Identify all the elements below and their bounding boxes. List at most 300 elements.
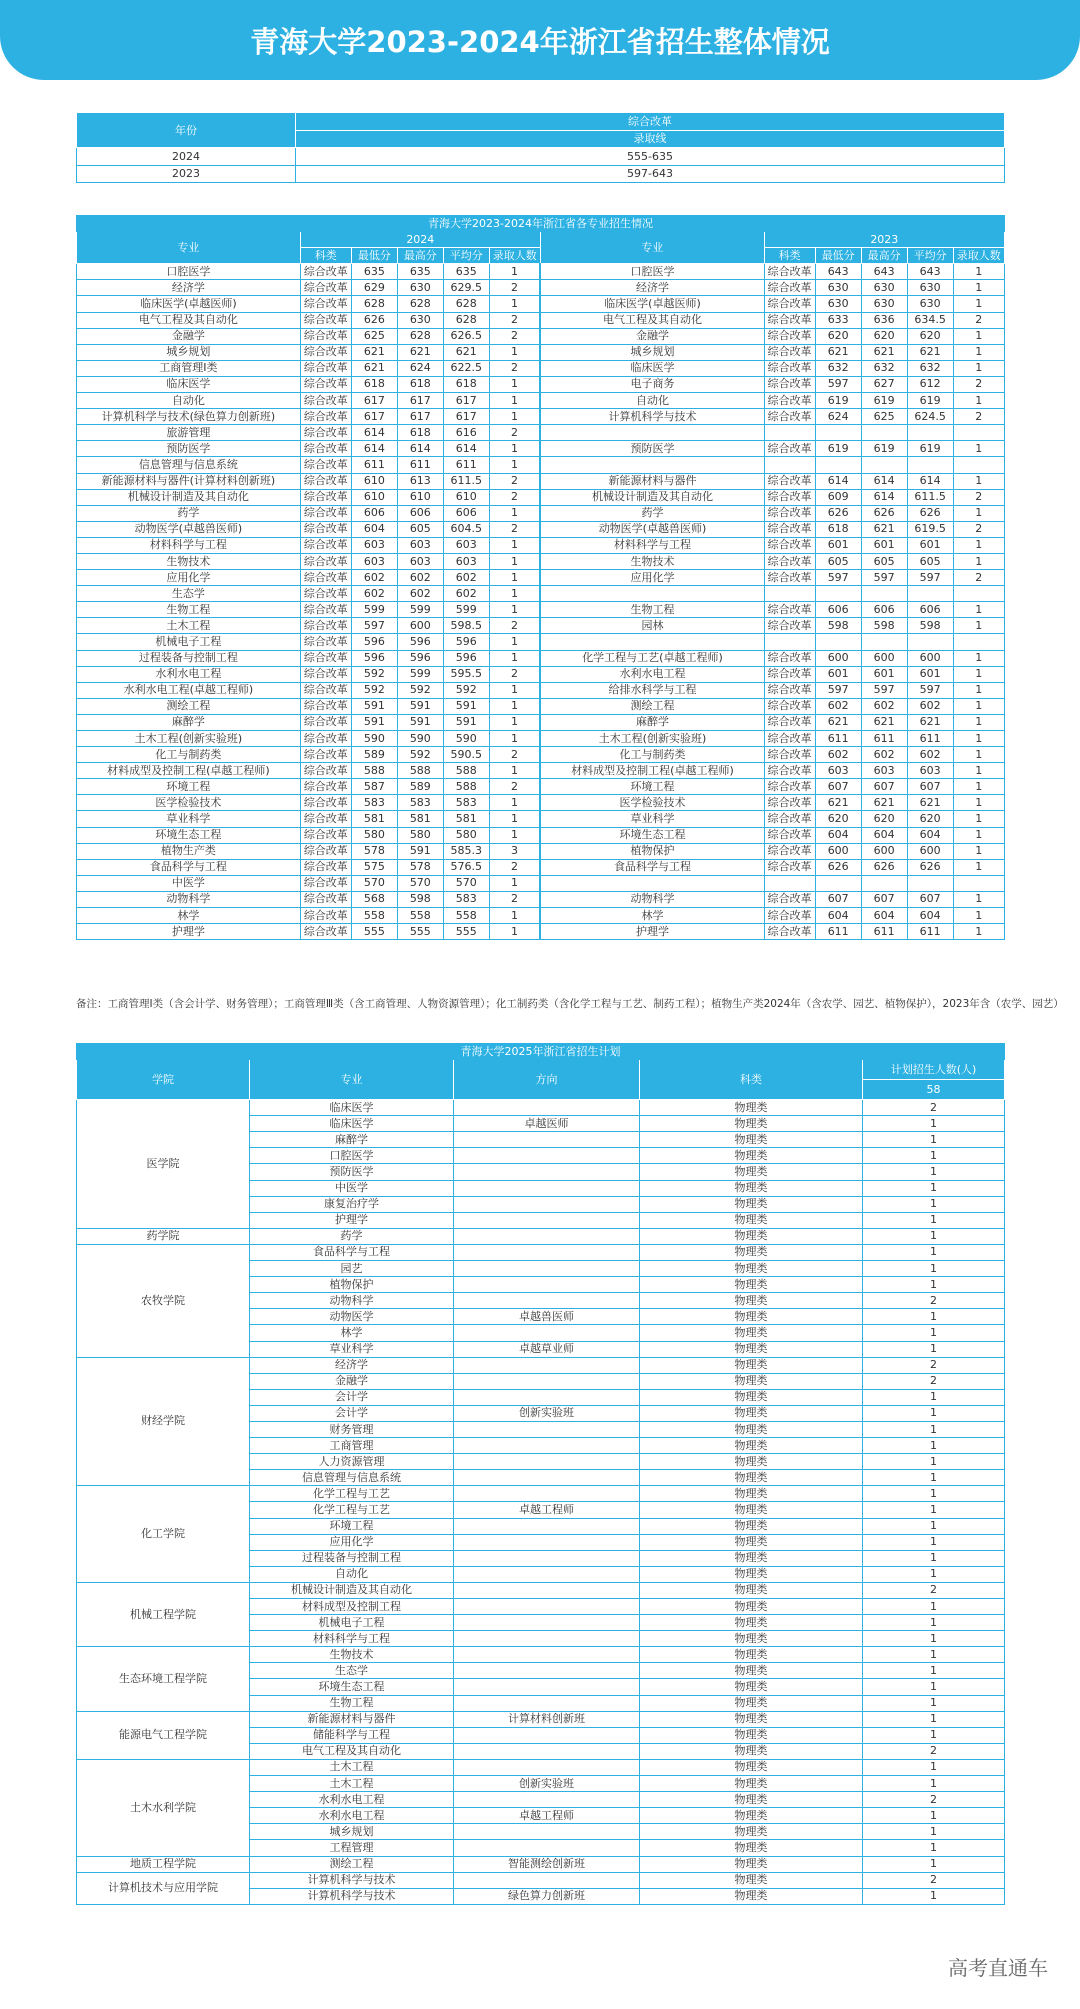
major-cell: 药学 — [250, 1228, 454, 1244]
avg-score: 558 — [443, 908, 489, 924]
category-cell: 综合改革 — [764, 521, 815, 537]
major-cell: 生态学 — [250, 1663, 454, 1679]
direction-cell — [454, 1872, 640, 1888]
major-cell: 动物医学(卓越兽医师) — [77, 521, 301, 537]
admitted-count: 1 — [953, 473, 1004, 489]
min-score: 598 — [815, 618, 861, 634]
college-cell: 农牧学院 — [77, 1244, 250, 1357]
max-score: 596 — [397, 634, 443, 650]
major-cell: 自动化 — [250, 1566, 454, 1582]
category-cell: 物理类 — [640, 1872, 863, 1888]
category-cell: 综合改革 — [764, 763, 815, 779]
category-cell: 物理类 — [640, 1196, 863, 1212]
plan-title: 青海大学2025年浙江省招生计划 — [77, 1044, 1005, 1060]
min-score: 621 — [815, 714, 861, 730]
category-cell: 物理类 — [640, 1808, 863, 1824]
major-cell: 护理学 — [250, 1212, 454, 1228]
major-cell: 护理学 — [77, 924, 301, 940]
table-row — [77, 505, 1005, 521]
min-score: 605 — [815, 553, 861, 569]
major-cell: 水利水电工程(卓越工程师) — [77, 682, 301, 698]
category-cell: 物理类 — [640, 1132, 863, 1148]
avg-score — [907, 634, 953, 650]
admitted-count: 1 — [489, 553, 540, 569]
category-cell: 综合改革 — [300, 457, 351, 473]
max-score: 625 — [861, 409, 907, 425]
min-score: 599 — [351, 602, 397, 618]
max-score: 580 — [397, 827, 443, 843]
major-cell: 机械电子工程 — [77, 634, 301, 650]
category-cell: 综合改革 — [764, 570, 815, 586]
category-cell: 综合改革 — [764, 505, 815, 521]
direction-cell — [454, 1325, 640, 1341]
admitted-count: 1 — [489, 409, 540, 425]
header-col: 录取人数 — [489, 248, 540, 264]
category-cell: 物理类 — [640, 1357, 863, 1373]
table-row — [77, 1582, 1005, 1598]
major-cell: 生物技术 — [77, 553, 301, 569]
max-score: 630 — [861, 280, 907, 296]
college-cell: 计算机技术与应用学院 — [77, 1872, 250, 1904]
max-score: 591 — [397, 714, 443, 730]
major-cell: 自动化 — [540, 393, 764, 409]
table-row — [77, 666, 1005, 682]
min-score — [815, 875, 861, 891]
avg-score: 632 — [907, 360, 953, 376]
major-cell: 生物技术 — [540, 553, 764, 569]
category-cell: 物理类 — [640, 1389, 863, 1405]
avg-score: 583 — [443, 891, 489, 907]
header-year-2024: 2024 — [300, 232, 540, 248]
category-cell: 综合改革 — [764, 376, 815, 392]
category-cell: 综合改革 — [300, 312, 351, 328]
category-cell: 综合改革 — [764, 698, 815, 714]
category-cell: 综合改革 — [764, 666, 815, 682]
admitted-count: 1 — [953, 280, 1004, 296]
category-cell: 综合改革 — [300, 553, 351, 569]
header-line: 录取线 — [296, 130, 1005, 148]
major-cell: 环境生态工程 — [250, 1679, 454, 1695]
category-cell: 物理类 — [640, 1341, 863, 1357]
min-score: 619 — [815, 393, 861, 409]
major-cell: 中医学 — [250, 1180, 454, 1196]
major-cell: 园艺 — [250, 1261, 454, 1277]
admitted-count: 1 — [489, 537, 540, 553]
max-score: 601 — [861, 537, 907, 553]
admitted-count: 2 — [489, 312, 540, 328]
max-score: 604 — [861, 908, 907, 924]
category-cell: 物理类 — [640, 1856, 863, 1872]
major-cell: 工商管理Ⅰ类 — [77, 360, 301, 376]
avg-score: 590 — [443, 731, 489, 747]
direction-cell — [454, 1582, 640, 1598]
admitted-count: 1 — [953, 827, 1004, 843]
major-cell: 信息管理与信息系统 — [77, 457, 301, 473]
admitted-count: 1 — [953, 264, 1004, 280]
avg-score: 603 — [443, 537, 489, 553]
avg-score: 597 — [907, 570, 953, 586]
direction-cell — [454, 1470, 640, 1486]
direction-cell: 绿色算力创新班 — [454, 1888, 640, 1904]
table-row — [77, 924, 1005, 940]
category-cell: 综合改革 — [300, 682, 351, 698]
max-score: 614 — [861, 489, 907, 505]
max-score: 613 — [397, 473, 443, 489]
overall-table — [76, 112, 1005, 183]
min-score: 592 — [351, 666, 397, 682]
category-cell: 综合改革 — [300, 924, 351, 940]
category-cell: 综合改革 — [300, 586, 351, 602]
max-score: 621 — [861, 714, 907, 730]
major-cell: 动物科学 — [540, 891, 764, 907]
category-cell — [764, 586, 815, 602]
count-cell: 2 — [863, 1293, 1005, 1309]
min-score: 624 — [815, 409, 861, 425]
avg-score: 598.5 — [443, 618, 489, 634]
major-cell: 土木工程 — [250, 1776, 454, 1792]
major-cell: 测绘工程 — [540, 698, 764, 714]
table-row — [77, 537, 1005, 553]
admitted-count: 2 — [489, 473, 540, 489]
admitted-count: 1 — [953, 908, 1004, 924]
category-cell — [764, 875, 815, 891]
max-score: 599 — [397, 602, 443, 618]
major-cell: 会计学 — [250, 1389, 454, 1405]
header-col: 录取人数 — [953, 248, 1004, 264]
count-cell: 2 — [863, 1743, 1005, 1759]
count-cell: 1 — [863, 1309, 1005, 1325]
header-col: 最高分 — [397, 248, 443, 264]
count-cell: 1 — [863, 1888, 1005, 1904]
max-score: 603 — [861, 763, 907, 779]
direction-cell — [454, 1357, 640, 1373]
avg-score: 555 — [443, 924, 489, 940]
category-cell: 物理类 — [640, 1261, 863, 1277]
category-cell: 物理类 — [640, 1228, 863, 1244]
category-cell: 综合改革 — [300, 489, 351, 505]
count-cell: 1 — [863, 1534, 1005, 1550]
major-cell: 动物医学(卓越兽医师) — [540, 521, 764, 537]
admitted-count: 1 — [489, 505, 540, 521]
max-score: 610 — [397, 489, 443, 505]
admitted-count — [953, 457, 1004, 473]
category-cell: 综合改革 — [764, 650, 815, 666]
max-score: 590 — [397, 731, 443, 747]
major-cell: 麻醉学 — [250, 1132, 454, 1148]
table-row — [77, 586, 1005, 602]
min-score: 620 — [815, 811, 861, 827]
admitted-count: 1 — [953, 296, 1004, 312]
avg-score: 612 — [907, 376, 953, 392]
category-cell: 综合改革 — [300, 344, 351, 360]
avg-score — [907, 875, 953, 891]
major-cell: 应用化学 — [250, 1534, 454, 1550]
table-row — [77, 1711, 1005, 1727]
min-score: 602 — [351, 570, 397, 586]
major-cell: 食品科学与工程 — [250, 1244, 454, 1260]
category-cell: 综合改革 — [300, 264, 351, 280]
max-score: 617 — [397, 393, 443, 409]
header-year-2023: 2023 — [764, 232, 1004, 248]
major-cell: 食品科学与工程 — [540, 859, 764, 875]
major-cell: 化学工程与工艺(卓越工程师) — [540, 650, 764, 666]
admitted-count: 1 — [953, 891, 1004, 907]
direction-cell — [454, 1277, 640, 1293]
major-cell: 生态学 — [77, 586, 301, 602]
major-cell: 新能源材料与器件 — [250, 1711, 454, 1727]
admitted-count: 2 — [489, 521, 540, 537]
header-direction: 方向 — [454, 1060, 640, 1100]
direction-cell — [454, 1647, 640, 1663]
count-cell: 1 — [863, 1116, 1005, 1132]
category-cell: 综合改革 — [764, 908, 815, 924]
header-col: 科类 — [764, 248, 815, 264]
college-cell: 医学院 — [77, 1100, 250, 1229]
admitted-count: 1 — [953, 731, 1004, 747]
major-cell: 经济学 — [250, 1357, 454, 1373]
max-score: 632 — [861, 360, 907, 376]
category-cell: 综合改革 — [764, 682, 815, 698]
avg-score: 626 — [907, 859, 953, 875]
category-cell: 综合改革 — [764, 393, 815, 409]
max-score: 611 — [861, 731, 907, 747]
header-count: 计划招生人数(人) — [863, 1060, 1005, 1080]
max-score: 596 — [397, 650, 443, 666]
max-score: 602 — [397, 586, 443, 602]
category-cell: 物理类 — [640, 1776, 863, 1792]
admitted-count: 1 — [489, 714, 540, 730]
category-cell: 综合改革 — [300, 891, 351, 907]
count-cell: 1 — [863, 1759, 1005, 1775]
major-cell: 金融学 — [540, 328, 764, 344]
avg-score: 606 — [443, 505, 489, 521]
admitted-count: 1 — [953, 666, 1004, 682]
min-score: 618 — [815, 521, 861, 537]
admitted-count: 1 — [953, 650, 1004, 666]
avg-score: 600 — [907, 650, 953, 666]
category-cell: 物理类 — [640, 1663, 863, 1679]
admitted-count — [953, 634, 1004, 650]
admitted-count: 1 — [489, 634, 540, 650]
min-score: 621 — [351, 344, 397, 360]
avg-score: 603 — [907, 763, 953, 779]
count-cell: 2 — [863, 1582, 1005, 1598]
avg-score: 604 — [907, 827, 953, 843]
admitted-count: 2 — [489, 360, 540, 376]
avg-score: 596 — [443, 650, 489, 666]
major-cell: 材料成型及控制工程 — [250, 1599, 454, 1615]
category-cell: 综合改革 — [764, 891, 815, 907]
table-row — [77, 827, 1005, 843]
category-cell: 物理类 — [640, 1743, 863, 1759]
direction-cell — [454, 1438, 640, 1454]
overall-section — [76, 112, 1005, 183]
category-cell: 综合改革 — [300, 409, 351, 425]
avg-score: 620 — [907, 328, 953, 344]
max-score: 618 — [397, 376, 443, 392]
table-row — [77, 634, 1005, 650]
avg-score: 576.5 — [443, 859, 489, 875]
admitted-count: 1 — [953, 393, 1004, 409]
category-cell: 物理类 — [640, 1647, 863, 1663]
category-cell: 综合改革 — [300, 473, 351, 489]
major-cell: 机械设计制造及其自动化 — [77, 489, 301, 505]
admitted-count: 1 — [953, 859, 1004, 875]
table-row — [77, 714, 1005, 730]
min-score: 570 — [351, 875, 397, 891]
direction-cell — [454, 1550, 640, 1566]
major-cell: 麻醉学 — [540, 714, 764, 730]
admitted-count: 1 — [953, 924, 1004, 940]
category-cell: 物理类 — [640, 1244, 863, 1260]
table-row — [77, 1872, 1005, 1888]
max-score: 598 — [397, 891, 443, 907]
avg-score: 611 — [907, 924, 953, 940]
category-cell: 综合改革 — [300, 328, 351, 344]
table-row — [77, 795, 1005, 811]
count-cell: 1 — [863, 1502, 1005, 1518]
category-cell: 综合改革 — [764, 344, 815, 360]
avg-score: 614 — [907, 473, 953, 489]
major-cell: 电子商务 — [540, 376, 764, 392]
category-cell: 物理类 — [640, 1759, 863, 1775]
min-score — [815, 457, 861, 473]
direction-cell — [454, 1518, 640, 1534]
admitted-count: 2 — [953, 489, 1004, 505]
max-score: 592 — [397, 747, 443, 763]
avg-score: 606 — [907, 602, 953, 618]
major-cell: 水利水电工程 — [77, 666, 301, 682]
avg-score: 603 — [443, 553, 489, 569]
major-cell: 植物生产类 — [77, 843, 301, 859]
min-score — [815, 586, 861, 602]
category-cell: 物理类 — [640, 1534, 863, 1550]
max-score: 603 — [397, 553, 443, 569]
admitted-count: 1 — [489, 698, 540, 714]
admitted-count: 2 — [489, 891, 540, 907]
table-row — [77, 1486, 1005, 1502]
direction-cell — [454, 1196, 640, 1212]
count-cell: 1 — [863, 1454, 1005, 1470]
category-cell: 综合改革 — [764, 360, 815, 376]
category-cell: 综合改革 — [300, 908, 351, 924]
min-score: 626 — [815, 505, 861, 521]
major-cell: 应用化学 — [77, 570, 301, 586]
category-cell: 综合改革 — [764, 779, 815, 795]
max-score: 628 — [397, 296, 443, 312]
avg-score: 616 — [443, 425, 489, 441]
total-count: 58 — [863, 1080, 1005, 1100]
min-score: 596 — [351, 634, 397, 650]
max-score: 592 — [397, 682, 443, 698]
category-cell: 物理类 — [640, 1824, 863, 1840]
admitted-count: 2 — [489, 779, 540, 795]
min-score: 618 — [351, 376, 397, 392]
min-score: 578 — [351, 843, 397, 859]
major-cell: 预防医学 — [540, 441, 764, 457]
category-cell: 物理类 — [640, 1421, 863, 1437]
category-cell: 物理类 — [640, 1454, 863, 1470]
table-row — [77, 618, 1005, 634]
category-cell: 综合改革 — [300, 843, 351, 859]
direction-cell — [454, 1599, 640, 1615]
major-cell: 护理学 — [540, 924, 764, 940]
major-cell: 康复治疗学 — [250, 1196, 454, 1212]
direction-cell — [454, 1631, 640, 1647]
major-cell: 药学 — [77, 505, 301, 521]
college-cell: 机械工程学院 — [77, 1582, 250, 1646]
direction-cell: 卓越草业师 — [454, 1341, 640, 1357]
max-score — [861, 457, 907, 473]
plan-table — [76, 1043, 1005, 1905]
count-cell: 1 — [863, 1212, 1005, 1228]
max-score: 605 — [397, 521, 443, 537]
table-row — [77, 731, 1005, 747]
max-score: 643 — [861, 264, 907, 280]
max-score: 611 — [861, 924, 907, 940]
avg-score — [907, 457, 953, 473]
category-cell: 物理类 — [640, 1582, 863, 1598]
major-cell: 临床医学(卓越医师) — [77, 296, 301, 312]
year-cell: 2024 — [77, 148, 296, 166]
admitted-count: 2 — [489, 666, 540, 682]
table-row — [77, 908, 1005, 924]
major-cell: 临床医学 — [540, 360, 764, 376]
category-cell: 综合改革 — [300, 795, 351, 811]
major-cell: 植物保护 — [250, 1277, 454, 1293]
major-cell: 临床医学(卓越医师) — [540, 296, 764, 312]
major-cell: 金融学 — [77, 328, 301, 344]
avg-score: 581 — [443, 811, 489, 827]
category-cell: 物理类 — [640, 1486, 863, 1502]
direction-cell — [454, 1840, 640, 1856]
direction-cell — [454, 1132, 640, 1148]
category-cell: 综合改革 — [764, 827, 815, 843]
min-score: 625 — [351, 328, 397, 344]
major-cell: 土木工程(创新实验班) — [540, 731, 764, 747]
min-score: 610 — [351, 473, 397, 489]
table-row — [77, 650, 1005, 666]
max-score: 578 — [397, 859, 443, 875]
major-cell: 人力资源管理 — [250, 1454, 454, 1470]
major-cell: 中医学 — [77, 875, 301, 891]
max-score: 600 — [861, 843, 907, 859]
avg-score: 604.5 — [443, 521, 489, 537]
min-score: 558 — [351, 908, 397, 924]
category-cell: 物理类 — [640, 1550, 863, 1566]
admitted-count: 1 — [489, 602, 540, 618]
major-cell: 财务管理 — [250, 1421, 454, 1437]
header-col: 科类 — [300, 248, 351, 264]
table-row — [77, 859, 1005, 875]
avg-score: 595.5 — [443, 666, 489, 682]
max-score: 601 — [861, 666, 907, 682]
category-cell: 物理类 — [640, 1116, 863, 1132]
avg-score: 622.5 — [443, 360, 489, 376]
count-cell: 1 — [863, 1421, 1005, 1437]
table-row — [77, 875, 1005, 891]
college-cell: 能源电气工程学院 — [77, 1711, 250, 1759]
category-cell: 综合改革 — [764, 618, 815, 634]
count-cell: 1 — [863, 1631, 1005, 1647]
major-cell: 水利水电工程 — [540, 666, 764, 682]
category-cell: 综合改革 — [764, 731, 815, 747]
max-score: 600 — [861, 650, 907, 666]
table-row — [77, 698, 1005, 714]
min-score: 621 — [815, 795, 861, 811]
major-cell — [540, 425, 764, 441]
major-cell: 机械电子工程 — [250, 1615, 454, 1631]
